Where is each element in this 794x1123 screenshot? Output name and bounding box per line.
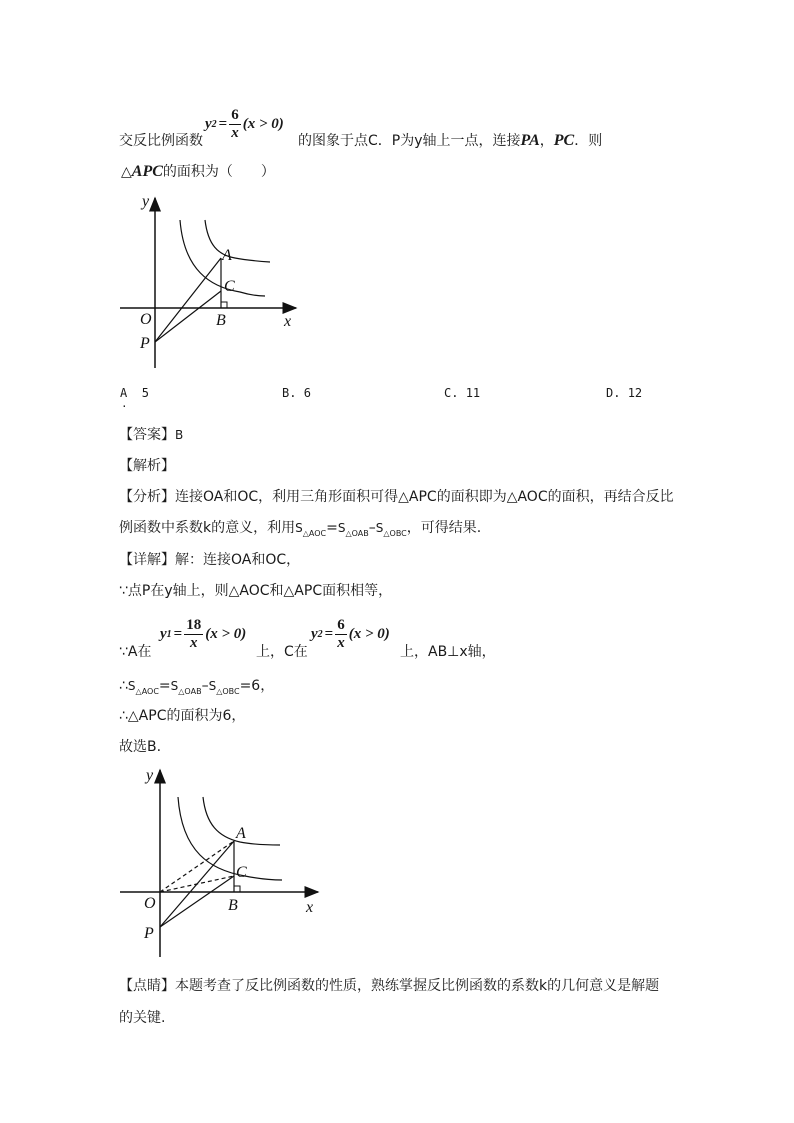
formula-lhs: y — [160, 626, 167, 642]
formula-y1: y 1 = $\frac{18}{x}$ (x > 0) — [160, 617, 247, 651]
option-c — [444, 386, 480, 400]
formula-lhs: y — [205, 116, 212, 132]
triangle-apc: APC — [131, 163, 163, 180]
option-d — [606, 386, 642, 400]
area-s1: S — [127, 679, 136, 693]
option-d-label: D. — [606, 386, 621, 400]
minus: – — [368, 520, 376, 536]
question-intro — [119, 131, 203, 151]
formula-condition: (x > 0) — [348, 626, 390, 642]
label-y: y — [142, 193, 150, 210]
label-o: O — [140, 311, 152, 328]
analysis-line1 — [119, 487, 674, 507]
question-then: ．则 — [574, 133, 603, 149]
segment-pa: PA — [520, 132, 540, 149]
comment-line2: 的关键. — [119, 1010, 166, 1026]
fraction-numerator: 6 — [337, 617, 345, 633]
label-c: C — [224, 278, 235, 295]
area-s1-sub: △AOC — [302, 528, 327, 538]
segment-pc-line — [155, 291, 221, 342]
area-s3-sub: △OBC — [383, 528, 407, 538]
label-x: x — [306, 899, 314, 916]
label-a: A — [236, 825, 246, 842]
fraction-denominator: x — [231, 125, 239, 141]
area-s1: S — [295, 521, 303, 535]
triangle-symbol: △ — [121, 164, 132, 180]
analysis-text2b: ，可得结果. — [406, 520, 482, 536]
detail-line3a: ∵A在 — [119, 644, 152, 660]
minus: – — [201, 678, 209, 694]
area-s3-sub: △OBC — [216, 686, 240, 696]
label-c: C — [236, 864, 247, 881]
detail-line3c: 上，AB⊥x轴， — [400, 644, 496, 660]
comma: ， — [539, 133, 554, 149]
analysis-line2 — [119, 518, 481, 544]
formula-condition: (x > 0) — [205, 626, 247, 642]
label-y: y — [146, 767, 154, 784]
option-b — [282, 386, 311, 400]
area-s2: S — [337, 521, 346, 535]
label-x: x — [284, 313, 292, 330]
option-b-label: B. — [282, 386, 297, 400]
label-p: P — [144, 925, 154, 942]
formula-lhs: y — [311, 626, 318, 642]
formula-y2-question: y 2 = $\frac{6}{x}$ (x > 0) — [205, 107, 284, 141]
option-a-value: 5 — [141, 386, 149, 400]
formula-condition: (x > 0) — [242, 116, 284, 132]
fraction-denominator: x — [337, 635, 345, 651]
label-o: O — [144, 895, 156, 912]
analysis-text2a: 例函数中系数k的意义，利用 — [119, 520, 296, 536]
therefore: ∴ — [119, 678, 128, 694]
figure-question — [110, 190, 310, 375]
segment-pa-line — [155, 258, 221, 342]
right-angle-mark — [234, 886, 240, 892]
formula-sub: 2 — [211, 119, 217, 130]
detail-line4-end: =6， — [239, 678, 275, 694]
analysis-text1: 连接OA和OC，利用三角形面积可得△APC的面积即为△AOC的面积，再结合反比 — [175, 489, 674, 505]
fraction-denominator: x — [189, 635, 198, 651]
detail-line5: ∴△APC的面积为6， — [119, 708, 246, 724]
analysis-title: 【解析】 — [119, 458, 175, 474]
figure-solution — [110, 762, 330, 962]
area-s2: S — [170, 679, 179, 693]
label-a: A — [222, 247, 232, 264]
answer-value: B — [175, 428, 184, 442]
comment-text1: 本题考查了反比例函数的性质，熟练掌握反比例函数的系数k的几何意义是解题 — [175, 978, 660, 994]
formula-sub: 2 — [317, 629, 323, 640]
detail-tag: 【详解】 — [119, 552, 175, 568]
answer-line — [119, 425, 183, 445]
detail-text1: 解：连接OA和OC， — [175, 552, 301, 568]
answer-tag: 【答案】 — [119, 427, 175, 443]
detail-line4 — [119, 676, 274, 702]
fraction — [229, 108, 241, 141]
fraction — [335, 618, 347, 651]
area-s1-sub: △AOC — [135, 686, 159, 696]
detail-line6: 故选B. — [119, 739, 162, 755]
question-intro-text: 交反比例函数 — [119, 133, 203, 149]
label-p: P — [140, 335, 150, 352]
detail-line2: ∵点P在y轴上，则△AOC和△APC面积相等， — [119, 583, 393, 599]
fraction-numerator: 18 — [186, 617, 202, 633]
area-s2-sub: △OAB — [345, 528, 369, 538]
detail-line3b: 上，C在 — [256, 644, 308, 660]
analysis-tag: 【分析】 — [119, 489, 175, 505]
comment-tag: 【点睛】 — [119, 978, 175, 994]
equals: = — [326, 520, 338, 536]
area-s2-sub: △OAB — [178, 686, 202, 696]
label-b: B — [216, 312, 226, 329]
option-d-value: 12 — [627, 386, 643, 400]
option-a-label: A — [120, 386, 128, 400]
option-c-value: 11 — [465, 386, 481, 400]
curve-y1 — [205, 220, 270, 262]
fraction — [184, 618, 203, 651]
question-area-text: 的面积为（ ） — [162, 164, 275, 180]
question-after-formula: 的图象于点C．P为y轴上一点，连接 — [298, 133, 521, 149]
area-s3: S — [208, 679, 217, 693]
area-s3: S — [375, 521, 384, 535]
option-c-label: C. — [444, 386, 459, 400]
question-line1-rest — [298, 131, 602, 151]
fraction-numerator: 6 — [231, 107, 239, 123]
segment-pc: PC — [553, 132, 575, 149]
question-line2 — [121, 162, 275, 182]
label-b: B — [228, 897, 238, 914]
option-a-dot: . — [121, 397, 128, 410]
formula-sub: 1 — [166, 629, 172, 640]
comment-line1 — [119, 976, 659, 996]
option-b-value: 6 — [303, 386, 311, 400]
right-angle-mark — [221, 302, 227, 308]
equals: = — [158, 678, 171, 694]
formula-y2-detail: y 2 = $\frac{6}{x}$ (x > 0) — [311, 617, 390, 651]
detail-line1 — [119, 550, 300, 570]
